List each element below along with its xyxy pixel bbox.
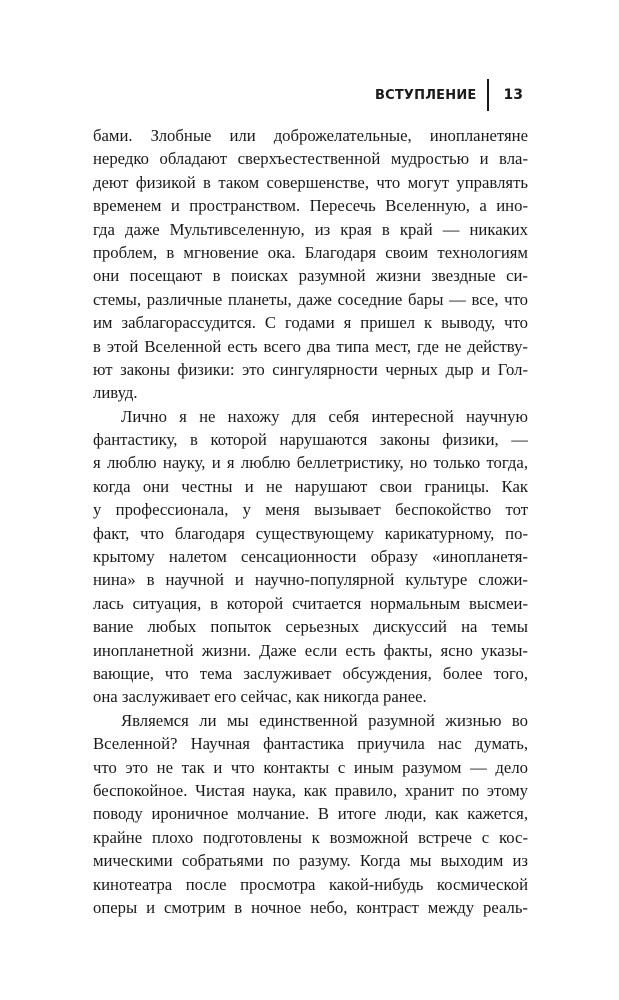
text-line: оперы и смотрим в ночное небо, контраст между реаль- (93, 897, 528, 917)
text-line: что это не так и что контакты с иным разумом — дело (93, 757, 528, 777)
text-line: гда даже Мультивселенную, из края в край — никаких (93, 219, 528, 239)
text-line: они посещают в поисках разумной жизни звездные си- (93, 266, 528, 286)
text-line: крытому налетом сенсационности образу «инопланетя- (93, 547, 528, 567)
text-line: у профессионала, у меня вызывает беспокойство тот (93, 500, 528, 520)
text-line: вание любых попыток серьезных дискуссий на темы (93, 617, 528, 637)
section-title: ВСТУПЛЕНИЕ (374, 87, 477, 103)
text-line: я люблю науку, и я люблю беллетристику, но только тогда, (93, 453, 528, 473)
text-line: фантастику, в которой нарушаются законы физики, — (93, 430, 528, 450)
text-line: им заблагорассудится. С годами я пришел к выводу, что (93, 313, 528, 333)
text-line: нередко обладают сверхъестественной мудростью и вла- (93, 149, 528, 169)
paragraph-end-line: ливуд. (93, 383, 138, 403)
header-divider (487, 79, 489, 111)
text-line: мическими собратьями по разуму. Когда мы выходим из (93, 851, 528, 871)
text-line: лась ситуация, в которой считается нормальным высмеи- (93, 593, 528, 613)
text-line: проблем, в мгновение ока. Благодаря своим технологиям (93, 242, 528, 262)
paragraph-first-line: Являемся ли мы единственной разумной жизнью во (121, 710, 528, 730)
text-line: инопланетной жизни. Даже если есть факты, ясно указы- (93, 640, 528, 660)
text-line: нина» в научной и научно-популярной культуре сложи- (93, 570, 528, 590)
running-head (375, 79, 523, 111)
text-line: деют физикой в таком совершенстве, что могут управлять (93, 172, 528, 192)
body-text (93, 124, 528, 919)
text-line: кинотеатра после просмотра какой-нибудь космической (93, 874, 528, 894)
text-line: Вселенной? Научная фантастика приучила нас думать, (93, 734, 528, 754)
text-line: беспокойное. Чистая наука, как правило, хранит по этому (93, 780, 528, 800)
paragraph-end-line: она заслуживает его сейчас, как никогда ранее. (93, 687, 427, 707)
text-line: когда они честны и не нарушают свои границы. Как (93, 476, 528, 496)
text-line: бами. Злобные или доброжелательные, инопланетяне (93, 126, 528, 145)
text-line: временем и пространством. Пересечь Вселенную, а ино- (93, 196, 528, 216)
page-number: 13 (503, 87, 523, 103)
text-line: ют законы физики: это сингулярности черных дыр и Гол- (93, 359, 528, 379)
text-line: факт, что благодаря существующему карикатурному, по- (93, 523, 528, 543)
text-line: поводу ироничное молчание. В итоге люди, как кажется, (93, 804, 528, 824)
text-line: крайне плохо подготовлены к возможной встрече с кос- (93, 827, 528, 847)
paragraph-first-line: Лично я не нахожу для себя интересной научную (121, 406, 528, 426)
text-line: вающие, что тема заслуживает обсуждения, более того, (93, 663, 528, 683)
text-line: в этой Вселенной есть всего два типа мест, где не действу- (93, 336, 528, 356)
text-line: стемы, различные планеты, даже соседние бары — все, что (93, 289, 528, 309)
